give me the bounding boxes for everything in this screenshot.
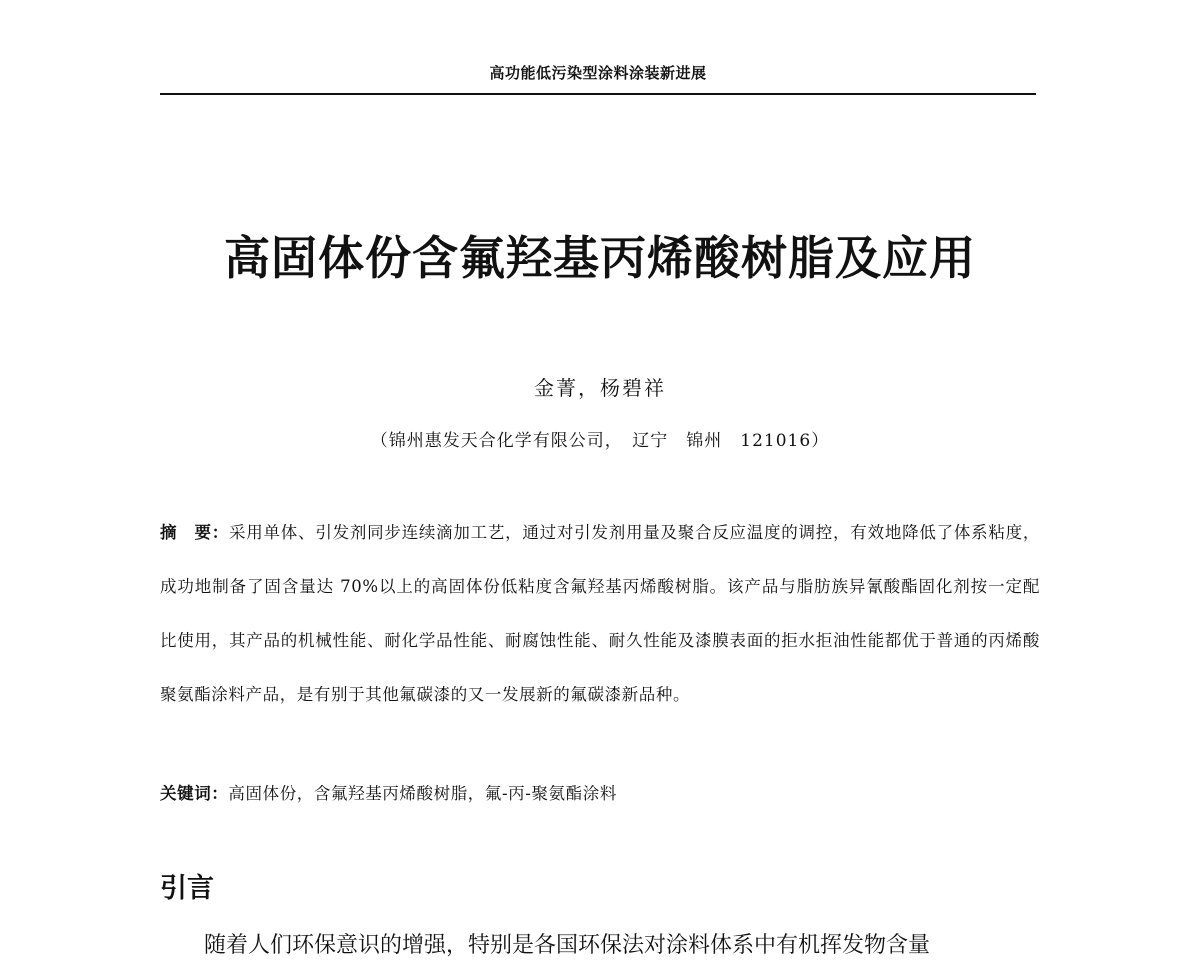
- keywords: [160, 780, 1040, 804]
- section-heading: 引言: [160, 873, 214, 904]
- header-rule: [160, 93, 1036, 95]
- abstract: [160, 506, 1040, 722]
- abstract-label: 摘 要：: [160, 523, 230, 542]
- running-header: 高功能低污染型涂料涂装新进展: [489, 64, 707, 82]
- affiliation: （锦州惠发天合化学有限公司， 辽宁 锦州 121016）: [370, 431, 830, 451]
- body-paragraph: 随着人们环保意识的增强，特别是各国环保法对涂料体系中有机挥发物含量: [204, 933, 931, 958]
- paper-title: 高固体份含氟羟基丙烯酸树脂及应用: [224, 231, 976, 285]
- abstract-text: 采用单体、引发剂同步连续滴加工艺，通过对引发剂用量及聚合反应温度的调控，有效地降低了体系粘度，成功地制备了固含量达 70%以上的高固体份低粘度含氟羟基丙烯酸树脂。该产品与脂肪族异氰酸酯固化剂按一定配比使用，其产品的机械性能、耐化学品性能、耐腐蚀性能、耐久性能及漆膜表面的拒水拒油性能都优于普通的丙烯酸聚氨酯涂料产品，是有别于其他氟碳漆的又一发展新的氟碳漆新品种。: [160, 523, 1040, 704]
- keywords-text: 高固体份，含氟羟基丙烯酸树脂，氟-丙-聚氨酯涂料: [228, 784, 617, 803]
- keywords-label: 关键词：: [160, 784, 229, 803]
- authors: 金菁，杨碧祥: [534, 376, 666, 400]
